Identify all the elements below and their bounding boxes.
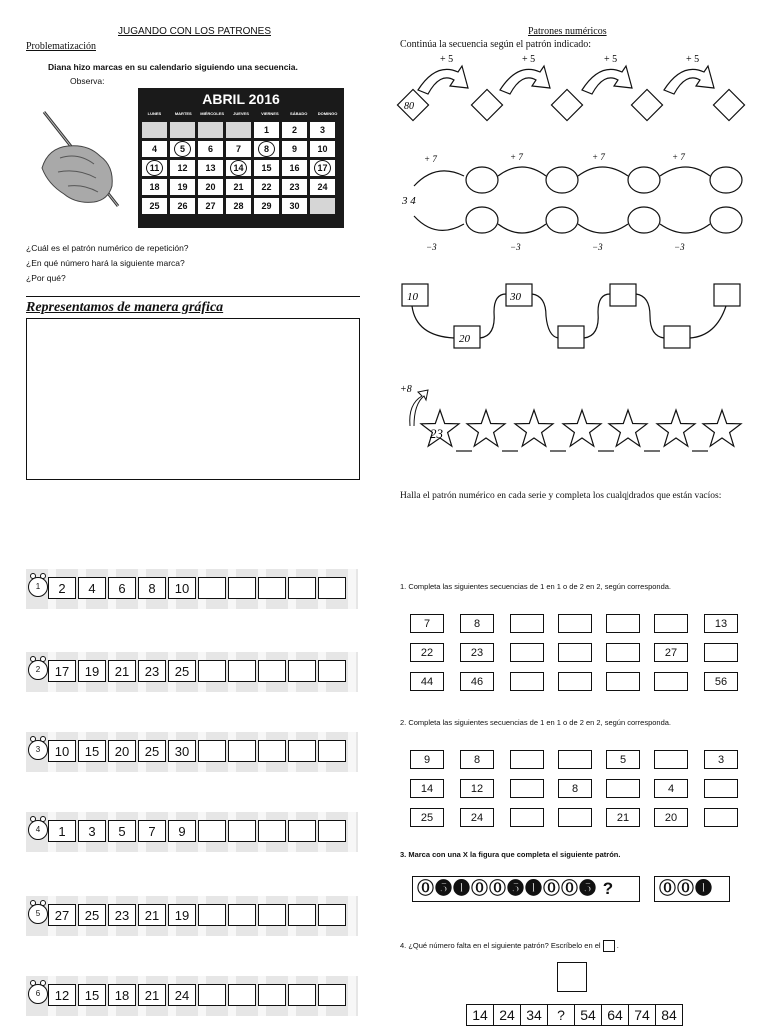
calendar-grid [138,118,344,214]
sequence-box: 5 [606,750,640,769]
star-shape [703,410,741,446]
strip-empty-cell[interactable] [258,904,286,926]
strip-value: 4 [78,577,106,599]
strip-value: 20 [108,740,136,762]
empty-answer-box[interactable] [510,750,544,769]
sequence-box: 3 [704,750,738,769]
pattern-sequence-box: ⓪❺❶⓪⓪❺❶⓪⓪❺ ? [412,876,640,902]
strip-value: 15 [78,984,106,1006]
weekday-label: MARTES [174,111,192,116]
strip-empty-cell[interactable] [228,577,256,599]
sequence-box: 8 [460,750,494,769]
calendar-day: 3 [310,122,335,138]
observe-text: Observa: [70,76,105,86]
calendar-day: 6 [198,141,223,157]
plus7-4: + 7 [672,152,685,162]
strip-empty-cell[interactable] [258,577,286,599]
strip-empty-cell[interactable] [318,904,346,926]
strip-value: 1 [48,820,76,842]
calendar-day: 7 [226,141,251,157]
calendar-empty-cell [310,198,335,214]
calendar-day: 4 [142,141,167,157]
strip-number-badge: 6 [28,984,48,1004]
exercise2-text: 2. Completa las siguientes secuencias de 1 en 1 o de 2 en 2, según corresponda. [400,718,672,727]
strip-value: 25 [168,660,196,682]
strip-empty-cell[interactable] [198,984,226,1006]
number-strip [26,896,358,936]
empty-answer-box[interactable] [558,672,592,691]
plus5-label-2: + 5 [522,54,536,65]
number-strip [26,569,358,609]
calendar-day: 17 [310,160,335,176]
strip-number-badge: 1 [28,577,48,597]
question-next-mark: ¿En qué número hará la siguiente marca? [26,258,185,268]
calendar-month: ABRIL 2016 [202,91,280,107]
strip-value: 19 [78,660,106,682]
strip-empty-cell[interactable] [258,740,286,762]
answer-box-icon [603,940,615,952]
empty-answer-box[interactable] [704,643,738,662]
calendar-weekdays [138,110,344,118]
calendar-day: 19 [170,179,195,195]
strip-empty-cell[interactable] [288,577,316,599]
strip-empty-cell[interactable] [228,740,256,762]
table-cell: 24 [494,1005,521,1025]
strip-value: 15 [78,740,106,762]
strip-value: 27 [48,904,76,926]
sequence-box: 25 [410,808,444,827]
strip-empty-cell[interactable] [318,984,346,1006]
strip-number-badge: 4 [28,820,48,840]
strip-value: 25 [138,740,166,762]
table-cell: ? [548,1005,575,1025]
plus5-label-4: + 5 [686,54,700,65]
number-pattern-table [466,1004,683,1026]
drawing-box[interactable] [26,318,360,480]
sequence-box: 22 [410,643,444,662]
calendar-day: 11 [142,160,167,176]
april-calendar [138,88,344,228]
empty-answer-box[interactable] [606,614,640,633]
star-plus8: +8 [400,384,412,395]
weekday-label: LUNES [147,111,162,116]
empty-answer-box[interactable] [510,614,544,633]
strip-empty-cell[interactable] [198,820,226,842]
empty-answer-box[interactable] [704,779,738,798]
sequence-box: 8 [460,614,494,633]
strip-empty-cell[interactable] [228,984,256,1006]
pattern-exercises-drawing [396,50,746,460]
question-pattern: ¿Cuál es el patrón numérico de repetición? [26,243,189,253]
strip-value: 19 [168,904,196,926]
calendar-day: 14 [226,160,251,176]
strip-empty-cell[interactable] [228,820,256,842]
strip-value: 10 [48,740,76,762]
calendar-day: 16 [282,160,307,176]
right-instruction: Continúa la secuencia según el patrón indicado: [400,39,592,50]
calendar-day: 1 [254,122,279,138]
answer-line [26,296,360,297]
calendar-day: 18 [142,179,167,195]
exercise3-text: 3. Marca con una X la figura que completa el siguiente patrón. [400,850,621,859]
sequence-box: 24 [460,808,494,827]
number-strip [26,652,358,692]
hand-pencil-illustration [38,108,122,208]
sequence-box: 56 [704,672,738,691]
calendar-day: 10 [310,141,335,157]
strip-value: 3 [78,820,106,842]
minus3-2: −3 [510,242,521,252]
strip-empty-cell[interactable] [318,740,346,762]
weekday-label: VIERNES [261,111,279,116]
calendar-day: 22 [254,179,279,195]
plus7-3: + 7 [592,152,605,162]
question-why: ¿Por qué? [26,273,66,283]
minus3-3: −3 [592,242,603,252]
find-pattern-instruction: Halla el patrón numérico en cada serie y completa los cualq|drados que están vacíos: [400,491,722,501]
empty-answer-box[interactable] [654,672,688,691]
square-30: 30 [510,291,521,303]
strip-empty-cell[interactable] [288,740,316,762]
strip-empty-cell[interactable] [198,577,226,599]
square-20: 20 [459,333,470,345]
empty-answer-box[interactable] [510,779,544,798]
empty-answer-box[interactable] [558,643,592,662]
minus3-4: −3 [674,242,685,252]
strip-number-badge: 5 [28,904,48,924]
strip-value: 21 [108,660,136,682]
calendar-empty-cell [142,122,167,138]
strip-empty-cell[interactable] [228,660,256,682]
sequence-box: 13 [704,614,738,633]
calendar-day: 24 [310,179,335,195]
empty-answer-box[interactable] [606,643,640,662]
sequence-box: 46 [460,672,494,691]
plus5-label-3: + 5 [604,54,618,65]
strip-empty-cell[interactable] [318,820,346,842]
calendar-day: 9 [282,141,307,157]
strip-empty-cell[interactable] [198,904,226,926]
calendar-day: 29 [254,198,279,214]
strip-value: 12 [48,984,76,1006]
right-title: Patrones numéricos [528,26,607,37]
strip-value: 6 [108,577,136,599]
strip-value: 10 [168,577,196,599]
strip-empty-cell[interactable] [258,820,286,842]
strip-value: 21 [138,904,166,926]
table-cell: 84 [661,1007,677,1023]
table-cell: 74 [629,1005,656,1025]
problem-heading: Problematización [26,41,96,52]
calendar-day: 13 [198,160,223,176]
calendar-day: 15 [254,160,279,176]
empty-answer-box[interactable] [606,672,640,691]
strip-empty-cell[interactable] [288,820,316,842]
table-cell: 64 [602,1005,629,1025]
strip-value: 7 [138,820,166,842]
number-strip [26,976,358,1016]
minus3-1: −3 [426,242,437,252]
strip-value: 9 [168,820,196,842]
sequence-box: 23 [460,643,494,662]
strip-value: 8 [138,577,166,599]
calendar-day: 2 [282,122,307,138]
sequence-box: 12 [460,779,494,798]
calendar-day: 8 [254,141,279,157]
missing-number-answer-box[interactable] [557,962,587,992]
weekday-label: SÁBADO [290,111,308,116]
empty-answer-box[interactable] [606,779,640,798]
strip-value: 5 [108,820,136,842]
plus7-1: + 7 [424,154,437,164]
strip-value: 30 [168,740,196,762]
sequence-box: 8 [558,779,592,798]
sequence-box: 14 [410,779,444,798]
strip-value: 18 [108,984,136,1006]
strip-value: 21 [138,984,166,1006]
table-cell: 14 [467,1005,494,1025]
empty-answer-box[interactable] [558,750,592,769]
calendar-day: 12 [170,160,195,176]
sequence-box: 4 [654,779,688,798]
strip-empty-cell[interactable] [288,984,316,1006]
pattern-answer-option[interactable]: ⓪⓪❶ [654,876,730,902]
table-cell: 54 [575,1005,602,1025]
sequence-box: 21 [606,808,640,827]
square-10: 10 [407,291,418,303]
weekday-label: JUEVES [233,111,249,116]
star-start-23: 23 [430,426,443,441]
start-34-label: 3 4 [402,195,416,207]
calendar-day: 30 [282,198,307,214]
strip-empty-cell[interactable] [318,577,346,599]
strip-empty-cell[interactable] [288,904,316,926]
number-strip [26,732,358,772]
diamond-start-label: 80 [404,101,414,112]
plus7-2: + 7 [510,152,523,162]
strip-number-badge: 3 [28,740,48,760]
exercise4-text: 4. ¿Qué número falta en el siguiente patrón? Escríbelo en el . [400,940,619,952]
star-shape [609,410,647,446]
strip-value: 23 [138,660,166,682]
strip-empty-cell[interactable] [198,740,226,762]
empty-answer-box[interactable] [510,808,544,827]
strip-value: 2 [48,577,76,599]
graphic-section-title: Representamos de manera gráfica [26,300,224,315]
star-shape [563,410,601,446]
calendar-day: 21 [226,179,251,195]
calendar-day: 23 [282,179,307,195]
weekday-label: DOMINGO [317,111,338,116]
star-shape [657,410,695,446]
empty-answer-box[interactable] [510,672,544,691]
strip-value: 25 [78,904,106,926]
strip-value: 24 [168,984,196,1006]
calendar-empty-cell [198,122,223,138]
table-cell: 34 [521,1005,548,1025]
calendar-day: 5 [170,141,195,157]
calendar-empty-cell [170,122,195,138]
sequence-box: 9 [410,750,444,769]
calendar-day: 27 [198,198,223,214]
calendar-empty-cell [226,122,251,138]
empty-answer-box[interactable] [558,614,592,633]
number-strip [26,812,358,852]
sequence-box: 7 [410,614,444,633]
strip-value: 17 [48,660,76,682]
worksheet-title: JUGANDO CON LOS PATRONES [118,26,271,37]
empty-answer-box[interactable] [558,808,592,827]
star-shape [467,410,505,446]
strip-empty-cell[interactable] [228,904,256,926]
strip-empty-cell[interactable] [258,984,286,1006]
calendar-day: 25 [142,198,167,214]
empty-answer-box[interactable] [704,808,738,827]
plus5-label-1: + 5 [440,54,454,65]
sequence-box: 44 [410,672,444,691]
calendar-day: 28 [226,198,251,214]
strip-number-badge: 2 [28,660,48,680]
star-shape [515,410,553,446]
intro-text: Diana hizo marcas en su calendario siguiendo una secuencia. [48,62,298,72]
calendar-day: 20 [198,179,223,195]
strip-empty-cell[interactable] [288,660,316,682]
calendar-day: 26 [170,198,195,214]
sequence-box: 20 [654,808,688,827]
empty-answer-box[interactable] [510,643,544,662]
empty-answer-box[interactable] [654,750,688,769]
exercise1-text: 1. Completa las siguientes secuencias de 1 en 1 o de 2 en 2, según corresponda. [400,582,672,591]
strip-empty-cell[interactable] [258,660,286,682]
strip-value: 23 [108,904,136,926]
empty-answer-box[interactable] [654,614,688,633]
strip-empty-cell[interactable] [318,660,346,682]
weekday-label: MIÉRCOLES [200,111,225,116]
sequence-box: 27 [654,643,688,662]
strip-empty-cell[interactable] [198,660,226,682]
